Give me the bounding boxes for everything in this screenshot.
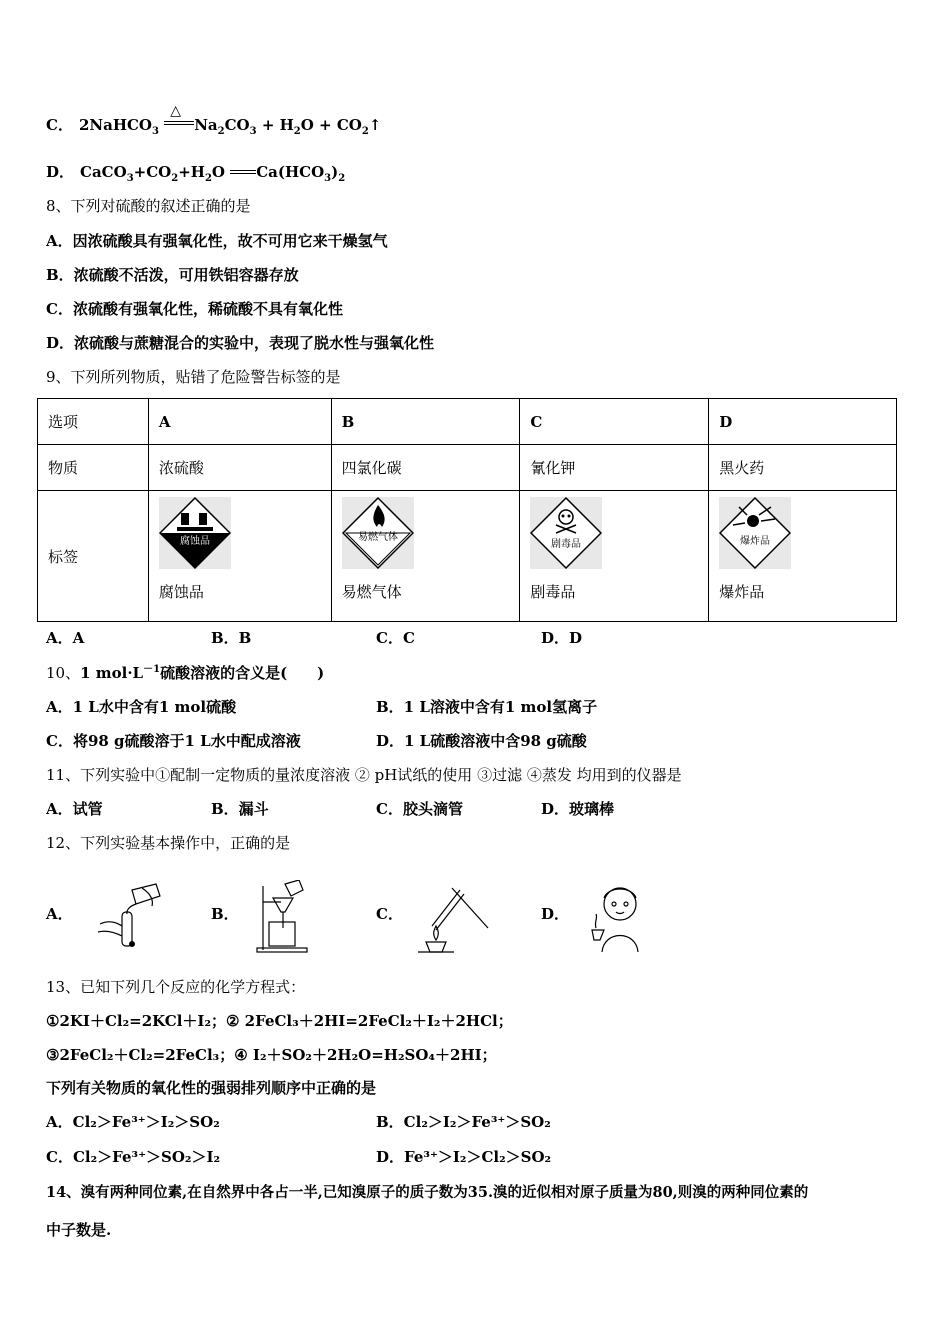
q9-table: [37, 398, 897, 622]
q13-equation-2: ③2FeCl₂＋Cl₂=2FeCl₃；④ I₂＋SO₂＋2H₂O=H₂SO₄＋2HI；: [46, 1046, 497, 1064]
row-label: 标签: [38, 491, 149, 622]
header-cell: A: [148, 399, 331, 445]
q11-stem: 11、下列实验中①配制一定物质的量浓度溶液 ② pH试纸的使用 ③过滤 ④蒸发 均用到的仪器是: [46, 766, 682, 784]
sign-text: 爆炸品: [740, 536, 771, 547]
corrosive-sign-icon: [159, 497, 231, 569]
toxic-sign-icon: [530, 497, 602, 569]
q9-option-c: C．C: [376, 629, 415, 647]
header-cell: B: [331, 399, 520, 445]
explosive-sign-icon: [719, 497, 791, 569]
equals-sign: [230, 168, 256, 178]
q13-option-b: B．Cl₂＞I₂＞Fe³⁺＞SO₂: [376, 1113, 551, 1131]
q13-stem: 13、已知下列几个反应的化学方程式：: [46, 978, 306, 996]
q8-option-d: D．浓硫酸与蔗糖混合的实验中，表现了脱水性与强氧化性: [46, 334, 435, 352]
q10-option-d: D．1 L硫酸溶液中含98 g硫酸: [376, 732, 587, 750]
heat-condition: △: [164, 119, 194, 133]
label-cell: [148, 491, 331, 622]
q12-option-b: B．: [211, 905, 239, 923]
header-cell: 选项: [38, 399, 149, 445]
q13-sub-stem: 下列有关物质的氧化性的强弱排列顺序中正确的是: [46, 1079, 377, 1097]
q11-option-b: B．漏斗: [211, 800, 269, 818]
q8-option-b: B．浓硫酸不活泼，可用铁铝容器存放: [46, 266, 299, 284]
label-cell: [331, 491, 520, 622]
q10-option-b: B．1 L溶液中含有1 mol氢离子: [376, 698, 598, 716]
sign-text: 易燃气体: [357, 532, 398, 543]
q12-option-a: A．: [46, 905, 73, 923]
heating-test-tube-figure: [412, 880, 492, 955]
q9-stem: 9、下列所列物质，贴错了危险警告标签的是: [46, 368, 341, 386]
q11-option-d: D．玻璃棒: [541, 800, 615, 818]
smelling-student-figure: [582, 880, 657, 955]
q9-option-b: B．B: [211, 629, 252, 647]
q8-option-c: C．浓硫酸有强氧化性，稀硫酸不具有氧化性: [46, 300, 343, 318]
flammable-sign-icon: [342, 497, 414, 569]
q13-equation-1: ①2KI＋Cl₂=2KCl＋I₂；② 2FeCl₃＋2HI=2FeCl₂＋I₂＋2HCl；: [46, 1012, 513, 1030]
substance-cell: 四氯化碳: [331, 445, 520, 491]
filtration-apparatus-figure: [255, 880, 315, 955]
pouring-test-tube-figure: [90, 880, 165, 955]
q12-option-c: C．: [376, 905, 403, 923]
label-caption: 爆炸品: [719, 583, 765, 601]
header-cell: C: [520, 399, 709, 445]
q10-option-c: C．将98 g硫酸溶于1 L水中配成溶液: [46, 732, 301, 750]
q12-stem: 12、下列实验基本操作中，正确的是: [46, 834, 291, 852]
substance-cell: 氰化钾: [520, 445, 709, 491]
q12-option-d: D．: [541, 905, 570, 923]
q14-line-1: 14、溴有两种同位素,在自然界中各占一半,已知溴原子的质子数为35.溴的近似相对原子质量为80,则溴的两种同位素的: [46, 1184, 809, 1201]
label-caption: 腐蚀品: [158, 583, 204, 601]
q13-option-d: D．Fe³⁺＞I₂＞Cl₂＞SO₂: [376, 1148, 552, 1166]
table-row-substance: [38, 445, 897, 491]
table-row-label: [38, 491, 897, 622]
q10-stem: 10、1 $mol\cdot L^{-1}$硫酸溶液的含义是( ): [46, 664, 325, 682]
q8-stem: 8、下列对硫酸的叙述正确的是: [46, 197, 251, 215]
sign-text: 腐蚀品: [179, 536, 210, 547]
q13-option-a: A．Cl₂＞Fe³⁺＞I₂＞SO₂: [46, 1113, 220, 1131]
q7-option-c: C． 2NaHCO$_3$ △ $Na_2CO_3 + H_2O$ + $CO_2↑$: [46, 103, 382, 137]
q11-option-c: C．胶头滴管: [376, 800, 463, 818]
label-cell: [709, 491, 897, 622]
label-caption: 易燃气体: [341, 583, 402, 601]
q7-option-d: D． $CaCO_3+CO_2+H_2O$ $Ca(HCO_3)_2$: [46, 163, 346, 184]
label-caption: 剧毒品: [530, 583, 576, 601]
table-header-row: [38, 399, 897, 445]
q9-option-a: A．A: [46, 629, 85, 647]
q13-option-c: C．Cl₂＞Fe³⁺＞SO₂＞I₂: [46, 1148, 221, 1166]
substance-cell: 黑火药: [709, 445, 897, 491]
header-cell: D: [709, 399, 897, 445]
q10-option-a: A．1 L水中含有1 mol硫酸: [46, 698, 237, 716]
q9-option-d: D．D: [541, 629, 583, 647]
row-label: 物质: [38, 445, 149, 491]
substance-cell: 浓硫酸: [148, 445, 331, 491]
q11-option-a: A．试管: [46, 800, 103, 818]
sign-text: 剧毒品: [551, 539, 582, 550]
q14-line-2: 中子数是.: [46, 1221, 112, 1239]
label-cell: [520, 491, 709, 622]
q8-option-a: A．因浓硫酸具有强氧化性，故不可用它来干燥氢气: [46, 232, 388, 250]
